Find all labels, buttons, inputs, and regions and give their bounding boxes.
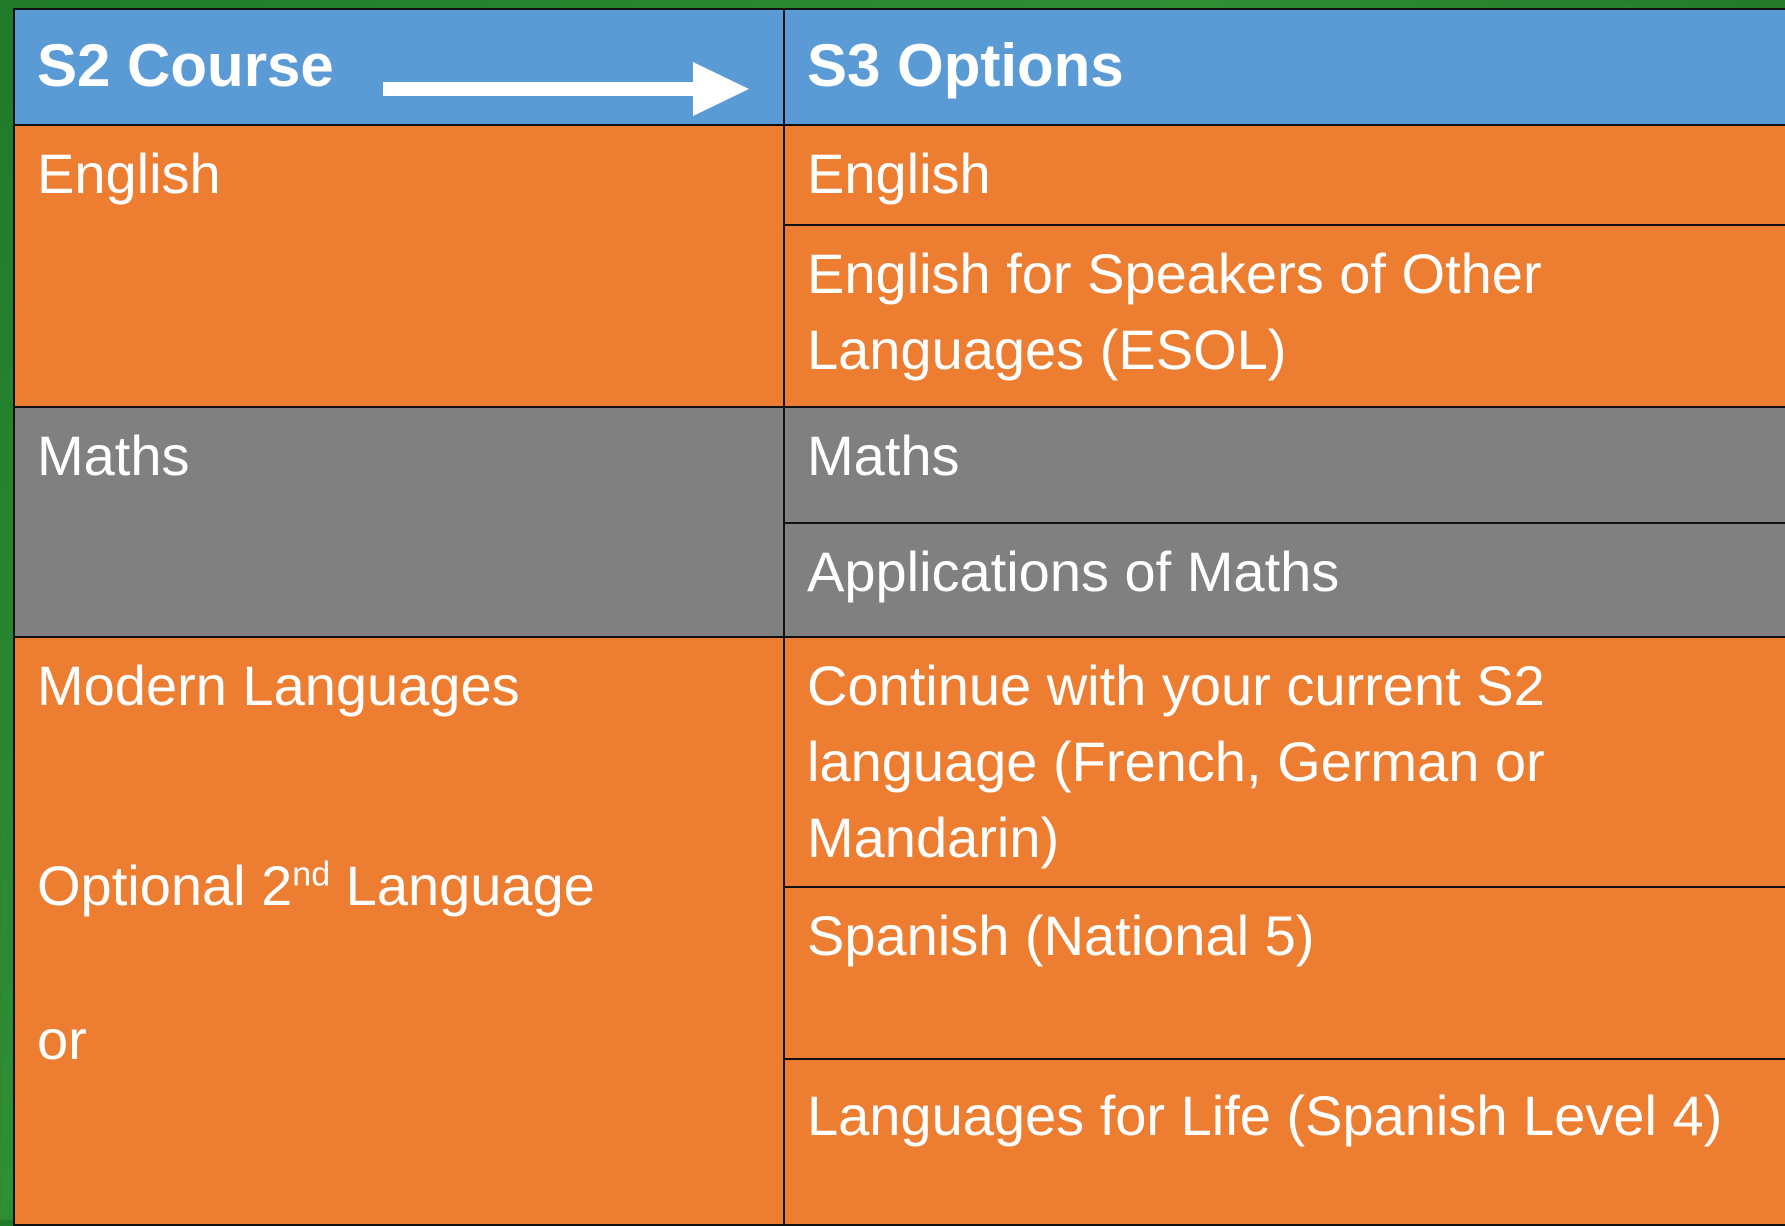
option-spanish-national-5-label: Spanish (National 5)	[807, 904, 1315, 967]
header-s3-options-label: S3 Options	[807, 32, 1124, 99]
course-optional-second-language-label: Optional 2nd Language	[37, 854, 595, 917]
course-languages	[13, 636, 785, 1226]
option-continue-current-language-label: Continue with your current S2 language (French, German or Mandarin)	[807, 654, 1545, 869]
course-maths-label: Maths	[37, 424, 190, 487]
header-s3-options	[783, 8, 1785, 126]
option-maths	[783, 406, 1785, 524]
option-applications-of-maths-label: Applications of Maths	[807, 540, 1340, 603]
course-modern-languages-label: Modern Languages	[37, 654, 520, 717]
course-or-label: or	[37, 1008, 87, 1071]
option-spanish-national-5	[783, 886, 1785, 1060]
option-english-label: English	[807, 142, 991, 205]
course-english	[13, 124, 785, 408]
option-esol	[783, 224, 1785, 408]
course-options-table	[13, 8, 1785, 1220]
option-languages-for-life	[783, 1058, 1785, 1226]
right-arrow-icon	[383, 62, 749, 116]
option-english	[783, 124, 1785, 226]
course-maths	[13, 406, 785, 638]
option-applications-of-maths	[783, 522, 1785, 638]
course-english-label: English	[37, 142, 221, 205]
option-maths-label: Maths	[807, 424, 960, 487]
option-continue-current-language	[783, 636, 1785, 888]
header-s2-course-label: S2 Course	[37, 32, 334, 99]
option-esol-label: English for Speakers of Other Languages (ESOL)	[807, 242, 1542, 381]
option-languages-for-life-label: Languages for Life (Spanish Level 4)	[807, 1084, 1723, 1147]
